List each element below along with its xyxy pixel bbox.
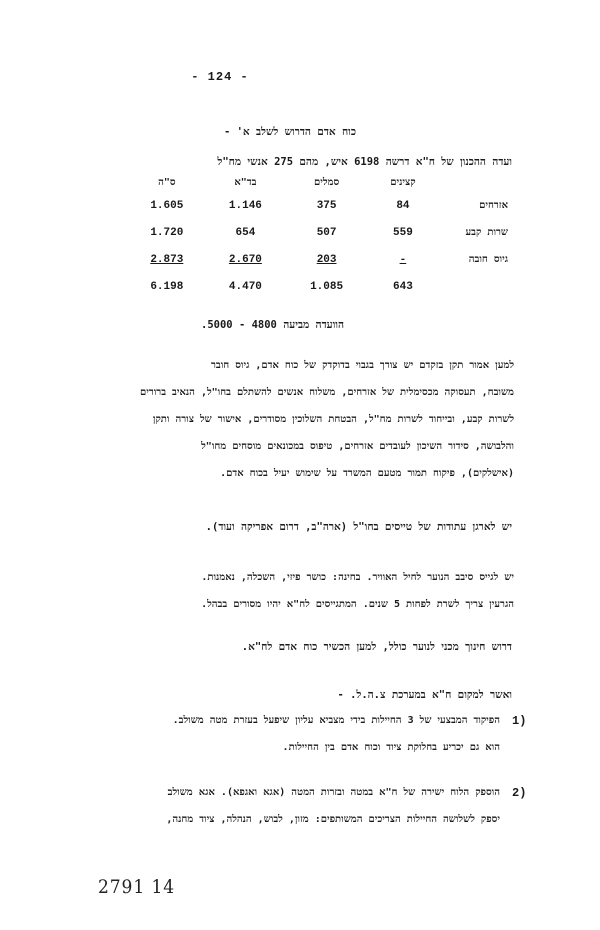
item-1-text: [100, 707, 500, 761]
cell-officers: 84: [396, 199, 410, 212]
paragraph-line: משובח, תעסוקה מכסימלית של אזרחים, משלוח אנשים להשתלם בחו"ל, הנאיב ברורים: [139, 387, 514, 398]
cell-sergeants: 507: [316, 226, 337, 239]
paragraph-line: יספק לשלושה החיילות הצריכים המשותפים: מזון, לבוש, הנהלה, ציוד מחנה,: [166, 814, 500, 825]
paragraph-line: לשרות קבע, ובייחוד לשרות מח"ל, הבטחת השלוכין מסודרים, אישור של צורה ותקן: [152, 414, 514, 425]
row-label: גיוס חובה: [468, 254, 508, 265]
paragraph-line: הוספק הלוח ישירה של ח"א במטה ובזרות המטה (אגא ואגפא). אגא משולב: [167, 787, 500, 798]
item-number: 1): [512, 714, 527, 728]
intro-line: ועדה ההכנון של ח"א דרשה 6198 איש, מהם 275 אנשי מח"ל: [217, 156, 512, 168]
paragraph-idf-place: ואשר למקום ח"א במערכת צ.ה.ל. -: [337, 689, 512, 701]
table-row: [128, 192, 508, 219]
section-heading: כוח אדם הדרוש לשלב א' -: [223, 126, 356, 138]
cell-total: 1.720: [150, 226, 184, 239]
cell-total: 1.605: [150, 199, 184, 212]
table-header-row: [128, 172, 508, 192]
approved-line: הוועדה מביעה 4800 - 5000.: [201, 319, 344, 331]
cell-officers: -: [399, 253, 407, 266]
table-row-total: [128, 273, 508, 300]
row-label: שרות קבע: [465, 227, 508, 238]
cell-privates: 1.146: [228, 199, 262, 212]
paragraph-line: והלבושה, סידור השיכון לעובדים אזרחים, טיפוס במכונאים מוסחים מחו"ל: [201, 441, 514, 452]
cell-total: 6.198: [150, 280, 184, 293]
row-label: אזרחים: [479, 200, 508, 211]
col-total: ס"ה: [158, 176, 176, 188]
paragraph-line: (אישלקים), פיקוח תמור מטעם המשרד על שימוש יעיל בכוח אדם.: [220, 468, 514, 479]
cell-privates: 2.670: [228, 253, 262, 266]
item-number: 2): [512, 786, 527, 800]
paragraph-line: הוא גם יכריע בחלוקת ציוד וכוח אדם בין החיילות.: [282, 742, 500, 753]
cell-officers: 643: [393, 280, 413, 293]
cell-privates: 4.470: [228, 280, 262, 293]
archive-handwritten-mark: 2791 14: [98, 876, 176, 898]
page-number: - 124 -: [191, 70, 249, 84]
paragraph-education: דרוש חינוך מכני לנוער כולל, למען הכשיר כוח אדם לח"א.: [241, 641, 512, 653]
row-label: [438, 273, 508, 300]
col-sergeants: סמלים: [314, 176, 340, 188]
col-category: [438, 172, 508, 192]
paragraph-line: למען אמור תקן בזקדם יש צורך בגבוי בדוקדק של כוח אדם, גיוס חובר: [210, 360, 514, 371]
col-privates: בד"א: [234, 176, 257, 188]
paragraph-pilots: יש לארגן עתודות של טייסים בחו"ל (ארה"ב, דרום אפריקה ועוד).: [205, 521, 512, 533]
table-row: [128, 246, 508, 273]
cell-sergeants: 375: [316, 199, 337, 212]
paragraph-requirements: [94, 352, 514, 487]
paragraph-recruitment: [94, 564, 514, 618]
paragraph-line: יש לגייס סיבב הנוער לחיל האוויר. בחינה: כושר פיזי, השכלה, נאמנות.: [201, 572, 514, 583]
cell-sergeants: 203: [316, 253, 337, 266]
manpower-table: [128, 172, 508, 300]
cell-sergeants: 1.085: [310, 280, 344, 293]
item-2-text: [100, 779, 500, 833]
cell-officers: 559: [393, 226, 413, 239]
paragraph-line: הגרעין צריך לשרת לפחות 5 שנים. המתגייסים לח"א יהיו מסורים בבהל.: [201, 599, 514, 610]
cell-total: 2.873: [150, 253, 184, 266]
cell-privates: 654: [235, 226, 256, 239]
paragraph-line: הפיקוד המבצעי של 3 החיילות בידי מצביא עליון שיפעל בעזרת מטה משולב.: [172, 715, 500, 726]
table-row: [128, 219, 508, 246]
col-officers: קצינים: [390, 176, 416, 188]
